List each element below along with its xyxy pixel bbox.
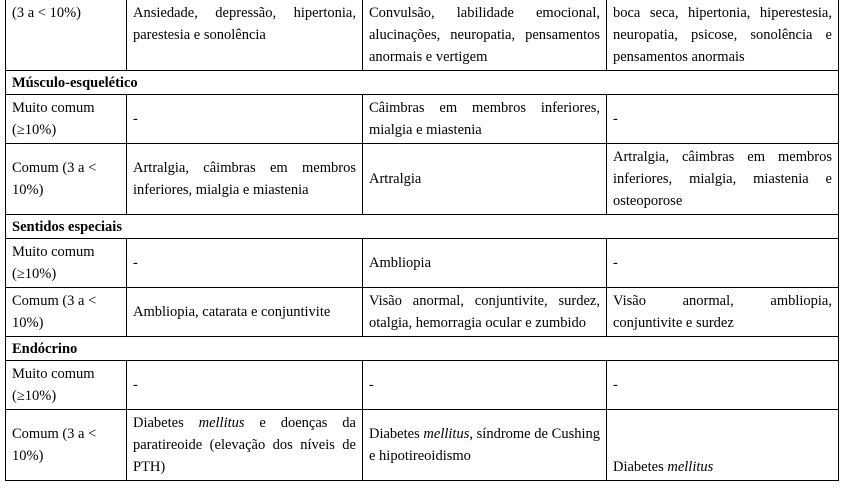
table-row [6,361,839,410]
table-cell: Ambliopia [363,239,607,288]
table-cell: Visão anormal, ambliopia, conjuntivite e surdez [607,288,839,337]
table-cell: - [127,239,363,288]
table-cell: Ambliopia, catarata e conjuntivite [127,288,363,337]
cell-text: Diabetes [133,415,199,431]
table-cell: boca seca, hipertonia, hiperestesia, neuropatia, psicose, sonolência e pensamentos anormais [607,0,839,71]
cell-text: Diabetes [369,426,424,442]
table-cell: - [607,361,839,410]
table-cell: - [363,361,607,410]
table-cell: - [127,95,363,144]
section-title: Endócrino [6,337,839,361]
table-row [6,239,839,288]
section-row-endocrino [6,337,839,361]
frequency-cell: Muito comum (≥10%) [6,239,127,288]
table-cell [363,410,607,481]
table-cell: Artralgia, câimbras em membros inferiores, mialgia, miastenia e osteoporose [607,144,839,215]
table-cell: - [127,361,363,410]
table-cell: - [607,95,839,144]
cell-text-italic: mellitus [667,459,714,475]
frequency-cell: Muito comum (≥10%) [6,95,127,144]
section-row-musculo [6,71,839,95]
frequency-cell: Comum (3 a < 10%) [6,288,127,337]
table-cell: Câimbras em membros inferiores, mialgia e miastenia [363,95,607,144]
table-cell: Visão anormal, conjuntivite, surdez, otalgia, hemorragia ocular e zumbido [363,288,607,337]
table-row [6,410,839,481]
table-cell [607,410,839,481]
table-cell: Artralgia [363,144,607,215]
cell-text: Diabetes [613,459,668,475]
section-title: Músculo-esquelético [6,71,839,95]
table-cell: Artralgia, câimbras em membros inferiores, mialgia e miastenia [127,144,363,215]
adverse-reactions-table [5,0,839,481]
frequency-cell: Comum (3 a < 10%) [6,144,127,215]
table-cell: Ansiedade, depressão, hipertonia, parestesia e sonolência [127,0,363,71]
table-row [6,95,839,144]
section-row-sentidos [6,215,839,239]
table-cell: - [607,239,839,288]
table-cell [127,410,363,481]
table-row [6,0,839,71]
frequency-cell: Comum (3 a < 10%) [6,410,127,481]
frequency-cell: (3 a < 10%) [6,0,127,71]
table-row [6,144,839,215]
cell-text-italic: mellitus [198,415,245,431]
cell-text-italic: mellitus [423,426,470,442]
section-title: Sentidos especiais [6,215,839,239]
cell-text: e doenças da paratireoide (elevação dos níveis de PTH) [133,415,356,475]
frequency-cell: Muito comum (≥10%) [6,361,127,410]
table-cell: Convulsão, labilidade emocional, alucinações, neuropatia, pensamentos anormais e vertigem [363,0,607,71]
table-row [6,288,839,337]
cell-text: , síndrome de Cushing e hipotireoidismo [369,426,601,464]
